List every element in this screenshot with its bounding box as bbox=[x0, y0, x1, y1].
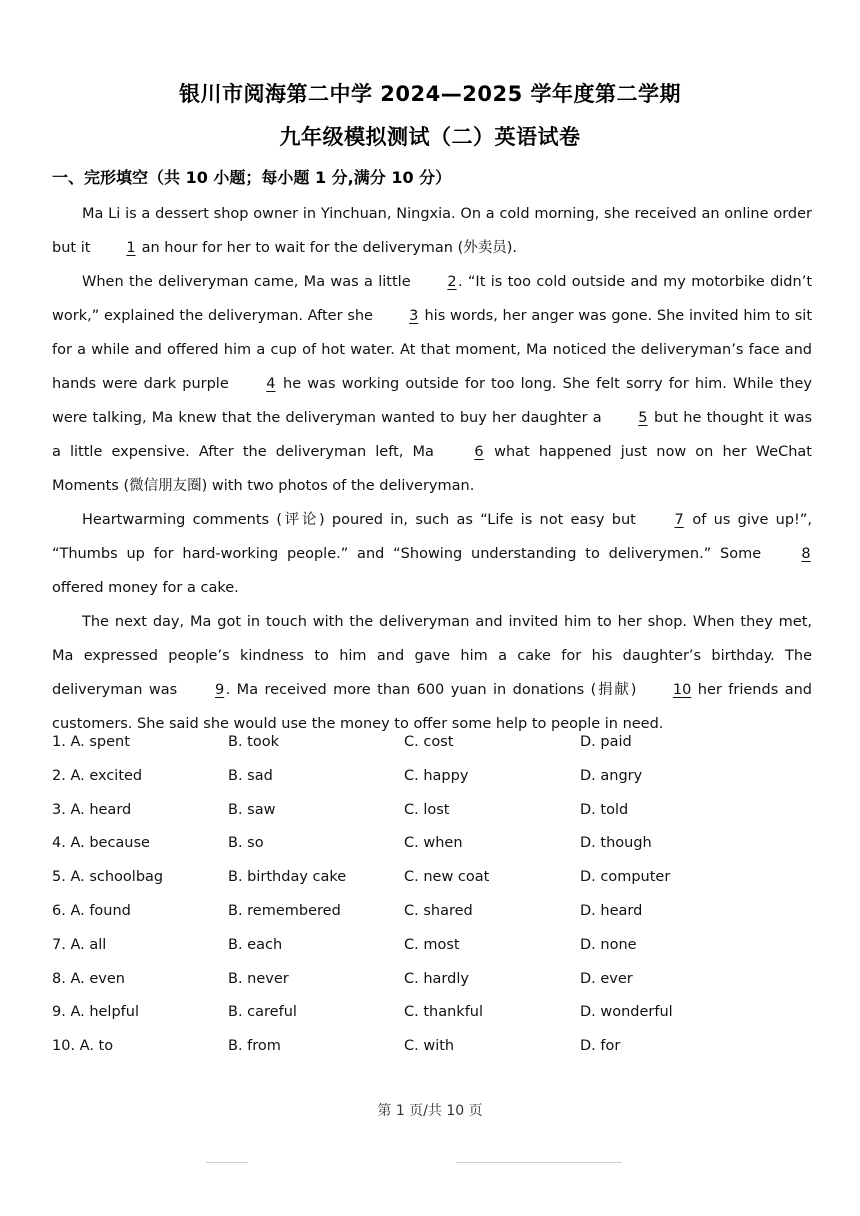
option-c: C. with bbox=[404, 1038, 455, 1055]
answer-options bbox=[52, 734, 812, 1072]
blank-10: 10 bbox=[672, 682, 692, 698]
option-d: D. for bbox=[580, 1038, 621, 1055]
passage-text: . “It is too cold outside and my motorbike didn’t work,” explained the deliveryman. After she bbox=[52, 274, 812, 324]
option-b: B. took bbox=[228, 734, 279, 750]
exam-title-line2: 九年级模拟测试（二）英语试卷 bbox=[279, 125, 581, 149]
passage-paragraph-4 bbox=[52, 605, 812, 741]
option-d: D. paid bbox=[580, 734, 632, 750]
option-d: D. computer bbox=[580, 869, 671, 886]
option-d: D. though bbox=[580, 835, 652, 852]
option-a: 8. A. even bbox=[52, 970, 125, 987]
option-c: C. lost bbox=[404, 801, 450, 818]
passage-text: her friends and customers. She said she would use the money to offer some help to people in need. bbox=[52, 682, 812, 732]
option-c: C. shared bbox=[404, 902, 473, 919]
option-b: B. saw bbox=[228, 801, 276, 818]
option-d: D. told bbox=[580, 801, 629, 818]
section-heading: 一、完形填空（共 10 小题；每小题 1 分,满分 10 分） bbox=[52, 168, 452, 187]
footer-divider-left bbox=[206, 1162, 248, 1163]
passage-text: The next day, Ma got in touch with the deliveryman and invited him to her shop. When they met, Ma expressed people’s kindness to him and gave him a cake for his daughter’s birthday. The deliveryman was bbox=[52, 614, 812, 698]
blank-4: 4 bbox=[266, 376, 276, 392]
cloze-passage bbox=[52, 197, 812, 741]
option-c: C. new coat bbox=[404, 869, 490, 886]
blank-5: 5 bbox=[638, 410, 648, 426]
option-a: 9. A. helpful bbox=[52, 1004, 139, 1021]
option-a: 1. A. spent bbox=[52, 734, 130, 750]
option-a: 2. A. excited bbox=[52, 767, 143, 784]
option-c: C. hardly bbox=[404, 970, 469, 987]
blank-6: 6 bbox=[474, 444, 484, 460]
blank-9: 9 bbox=[215, 682, 225, 698]
option-row-4 bbox=[52, 835, 812, 869]
option-a: 10. A. to bbox=[52, 1038, 114, 1055]
option-row-1 bbox=[52, 734, 812, 768]
passage-text: Ma Li is a dessert shop owner in Yinchuan, Ningxia. On a cold morning, she received an online order but it bbox=[52, 206, 812, 256]
blank-1: 1 bbox=[126, 240, 136, 256]
passage-text: Heartwarming comments (评论) poured in, such as “Life is not easy but bbox=[82, 512, 644, 528]
passage-paragraph-2 bbox=[52, 265, 812, 503]
blank-2: 2 bbox=[447, 274, 457, 290]
page-indicator: 第 1 页/共 10 页 bbox=[377, 1103, 483, 1119]
option-b: B. from bbox=[228, 1038, 281, 1055]
option-d: D. ever bbox=[580, 970, 633, 987]
option-a: 3. A. heard bbox=[52, 801, 132, 818]
passage-text: of us give up!”, “Thumbs up for hard-working people.” and “Showing understanding to deliverymen.” Some bbox=[52, 512, 812, 562]
option-row-2 bbox=[52, 768, 812, 802]
option-c: C. thankful bbox=[404, 1004, 484, 1021]
option-b: B. never bbox=[228, 970, 289, 987]
passage-text: When the deliveryman came, Ma was a little bbox=[82, 274, 416, 290]
blank-7: 7 bbox=[674, 512, 684, 528]
passage-text: he was working outside for too long. She felt sorry for him. While they were talking, Ma knew that the deliveryman wanted to buy her daughter a bbox=[52, 376, 812, 426]
option-b: B. remembered bbox=[228, 902, 341, 919]
passage-text: but he thought it was a little expensive. After the deliveryman left, Ma bbox=[52, 410, 813, 460]
option-a: 6. A. found bbox=[52, 902, 131, 919]
blank-3: 3 bbox=[409, 308, 419, 324]
exam-title-line1: 银川市阅海第二中学 2024—2025 学年度第二学期 bbox=[178, 82, 681, 106]
option-d: D. none bbox=[580, 936, 637, 953]
option-row-7 bbox=[52, 937, 812, 971]
option-a: 7. A. all bbox=[52, 936, 107, 953]
option-b: B. sad bbox=[228, 767, 273, 784]
option-b: B. so bbox=[228, 835, 264, 852]
option-b: B. birthday cake bbox=[228, 869, 347, 886]
passage-text: . Ma received more than 600 yuan in donations (捐献) bbox=[225, 682, 643, 698]
option-row-6 bbox=[52, 903, 812, 937]
passage-paragraph-3 bbox=[52, 503, 812, 605]
option-b: B. careful bbox=[228, 1004, 297, 1021]
option-row-5 bbox=[52, 869, 812, 903]
option-d: D. heard bbox=[580, 902, 643, 919]
passage-paragraph-1 bbox=[52, 197, 812, 265]
option-a: 4. A. because bbox=[52, 835, 150, 852]
option-row-3 bbox=[52, 802, 812, 836]
blank-8: 8 bbox=[801, 546, 811, 562]
option-a: 5. A. schoolbag bbox=[52, 869, 164, 886]
option-d: D. wonderful bbox=[580, 1004, 673, 1021]
option-row-9 bbox=[52, 1004, 812, 1038]
option-b: B. each bbox=[228, 936, 283, 953]
option-c: C. happy bbox=[404, 767, 469, 784]
option-d: D. angry bbox=[580, 767, 643, 784]
option-c: C. cost bbox=[404, 734, 454, 750]
passage-text: offered money for a cake. bbox=[52, 580, 239, 596]
option-c: C. most bbox=[404, 936, 460, 953]
option-row-10 bbox=[52, 1038, 812, 1072]
option-row-8 bbox=[52, 971, 812, 1005]
passage-text: an hour for her to wait for the deliveryman (外卖员). bbox=[137, 240, 518, 256]
passage-text: his words, her anger was gone. She invited him to sit for a while and offered him a cup of hot water. At that moment, Ma noticed the deliveryman’s face and hands were dark purple bbox=[52, 308, 812, 392]
footer-divider-right bbox=[456, 1162, 622, 1163]
option-c: C. when bbox=[404, 835, 463, 852]
passage-text: what happened just now on her WeChat Moments (微信朋友圈) with two photos of the deliveryman. bbox=[52, 444, 812, 494]
